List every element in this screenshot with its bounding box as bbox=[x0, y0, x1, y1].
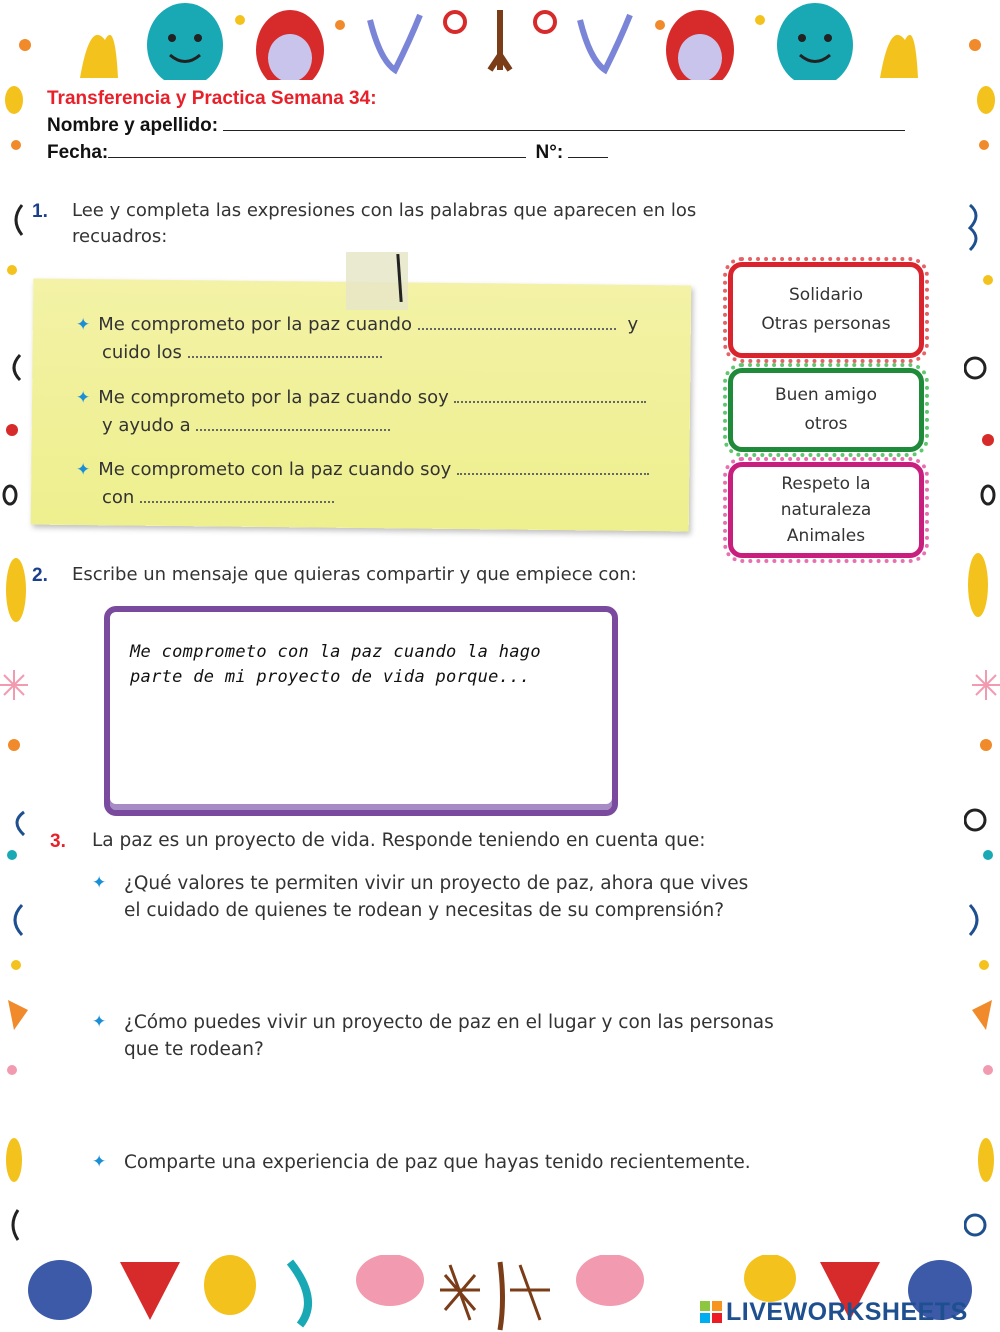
q1-blank-3[interactable] bbox=[454, 387, 646, 403]
q1-item-1-text: Me comprometo por la paz cuando bbox=[98, 314, 412, 335]
q1-item-1 bbox=[76, 311, 638, 367]
q1-item-3 bbox=[76, 456, 649, 512]
q3-item-1-line2: el cuidado de quienes te rodean y necesitas de su comprensión? bbox=[124, 900, 725, 921]
top-decorations bbox=[19, 3, 981, 90]
word-box-2-word: otros bbox=[804, 414, 848, 434]
q3-item-2-line2: que te rodean? bbox=[124, 1039, 264, 1060]
liveworksheets-logo-icon bbox=[700, 1301, 722, 1323]
word-box-2 bbox=[728, 368, 924, 452]
word-box-2-word: Buen amigo bbox=[775, 385, 877, 405]
word-box-3 bbox=[728, 462, 924, 558]
q3-number: 3. bbox=[50, 831, 66, 852]
q1-blank-5[interactable] bbox=[457, 459, 649, 475]
worksheet-title: Transferencia y Practica Semana 34: bbox=[47, 88, 377, 109]
q2-number: 2. bbox=[32, 565, 48, 586]
q1-blank-6[interactable] bbox=[140, 487, 334, 503]
star-bullet-icon: ✦ bbox=[76, 388, 91, 408]
word-box-3-word: naturaleza bbox=[780, 500, 872, 520]
star-bullet-icon: ✦ bbox=[76, 315, 91, 335]
date-input-line[interactable] bbox=[108, 141, 526, 158]
star-bullet-icon: ✦ bbox=[76, 460, 91, 480]
word-box-1-word: Solidario bbox=[789, 285, 863, 305]
q1-item-2-text: Me comprometo por la paz cuando soy bbox=[98, 387, 449, 408]
message-line-1: Me comprometo con la paz cuando la hago bbox=[130, 642, 541, 662]
q1-item-2 bbox=[76, 384, 646, 440]
name-row bbox=[47, 114, 905, 137]
q1-prompt bbox=[72, 198, 696, 250]
word-box-1 bbox=[728, 262, 924, 358]
q3-prompt: La paz es un proyecto de vida. Responde teniendo en cuenta que: bbox=[92, 830, 706, 851]
date-label: Fecha: bbox=[47, 142, 109, 163]
q1-number: 1. bbox=[32, 201, 48, 222]
brand-text: LIVEWORKSHEETS bbox=[726, 1298, 968, 1326]
q1-prompt-line2: recuadros: bbox=[72, 226, 168, 247]
liveworksheets-brand[interactable] bbox=[700, 1298, 968, 1327]
word-box-3-word: Animales bbox=[786, 526, 866, 546]
word-box-3-word: Respeto la bbox=[781, 474, 871, 494]
star-bullet-icon: ✦ bbox=[92, 1152, 107, 1172]
number-label: N°: bbox=[535, 142, 564, 163]
q1-prompt-line1: Lee y completa las expresiones con las palabras que aparecen en los bbox=[72, 200, 697, 221]
message-text bbox=[130, 640, 541, 690]
message-box[interactable] bbox=[104, 606, 618, 816]
q3-item-3-line1: Comparte una experiencia de paz que hayas tenido recientemente. bbox=[124, 1152, 751, 1173]
q1-item-1-line2: cuido los bbox=[102, 342, 182, 363]
q3-item-2-line1: ¿Cómo puedes vivir un proyecto de paz en el lugar y con las personas bbox=[124, 1012, 774, 1033]
star-bullet-icon: ✦ bbox=[92, 1012, 107, 1032]
q1-item-3-text: Me comprometo con la paz cuando soy bbox=[98, 459, 452, 480]
date-row bbox=[47, 141, 608, 164]
message-line-2: parte de mi proyecto de vida porque... bbox=[130, 667, 531, 687]
name-input-line[interactable] bbox=[223, 114, 905, 131]
name-label: Nombre y apellido: bbox=[47, 115, 219, 136]
q1-item-1-end: y bbox=[627, 314, 639, 335]
q1-blank-4[interactable] bbox=[196, 415, 390, 431]
number-input-line[interactable] bbox=[568, 141, 608, 158]
q1-blank-2[interactable] bbox=[188, 342, 382, 358]
q1-item-2-line2: y ayudo a bbox=[102, 415, 191, 436]
q1-blank-1[interactable] bbox=[418, 314, 616, 330]
star-bullet-icon: ✦ bbox=[92, 873, 107, 893]
q3-item-1-line1: ¿Qué valores te permiten vivir un proyecto de paz, ahora que vives bbox=[124, 873, 749, 894]
q2-prompt: Escribe un mensaje que quieras compartir y que empiece con: bbox=[72, 564, 637, 585]
word-box-1-word: Otras personas bbox=[761, 314, 891, 334]
q1-item-3-line2: con bbox=[102, 487, 135, 508]
